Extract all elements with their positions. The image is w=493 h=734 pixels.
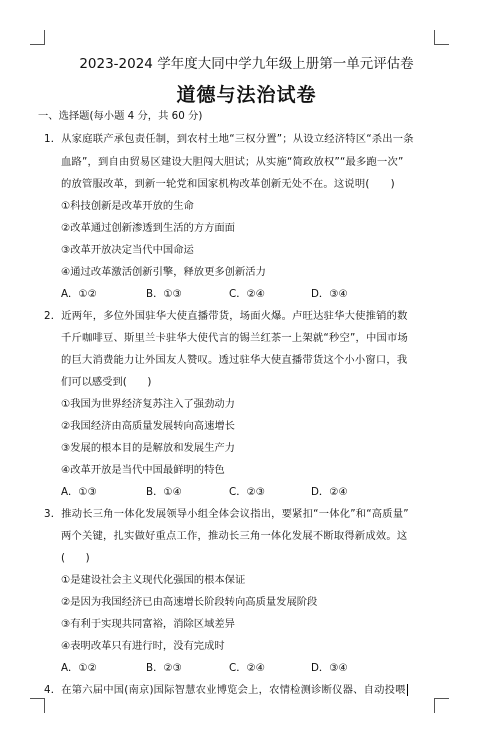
q2-item-4: ④改革开放是当代中国最鲜明的特色 [61,464,225,476]
q2-item-1: ①我国为世界经济复苏注入了强劲动力 [61,398,235,410]
section-heading: 一、选择题(每小题 4 分，共 60 分) [38,110,203,122]
q1-item-3: ③改革开放决定当代中国命运 [61,244,194,256]
q1-stem-line-1: 1．从家庭联产承包责任制，到农村土地“三权分置”；从设立经济特区“杀出一条 [44,133,414,145]
q1-item-2: ②改革通过创新渗透到生活的方方面面 [61,222,235,234]
q3-stem-line-1: 3．推动长三角一体化发展领导小组全体会议指出，要紧扣“一体化”和“高质量” [44,508,409,520]
q2-stem-line-2: 千斤咖啡豆、斯里兰卡驻华大使代言的锡兰红茶一上架就“秒空”，中国市场 [61,332,408,344]
q2-option-c[interactable]: C．②③ [229,486,265,498]
q2-item-3: ③发展的根本目的是解放和发展生产力 [61,442,235,454]
exam-title: 2023-2024 学年度大同中学九年级上册第一单元评估卷 [79,56,414,72]
subject-title: 道德与法治试卷 [176,84,317,106]
q2-option-b[interactable]: B．①④ [146,486,182,498]
q3-item-2: ②是因为我国经济已由高速增长阶段转向高质量发展阶段 [61,596,318,608]
q4-stem-text: 4．在第六届中国(南京)国际智慧农业博览会上，农情检测诊断仪器、自动投喂 [44,684,406,696]
q2-stem-line-4: 们可以感受到( ) [61,376,152,388]
q1-option-c[interactable]: C．②④ [229,288,265,300]
q1-option-d[interactable]: D．③④ [311,288,348,300]
q3-option-a[interactable]: A．①② [61,662,97,674]
q2-option-a[interactable]: A．①③ [61,486,97,498]
q1-item-1: ①科技创新是改革开放的生命 [61,200,194,212]
crop-mark-bottom-left [30,698,45,713]
crop-mark-top-left [30,30,45,45]
crop-mark-bottom-right [434,698,449,713]
q1-item-4: ④通过改革激活创新引擎，释放更多创新活力 [61,266,266,278]
crop-mark-top-right [434,30,449,45]
q3-item-3: ③有利于实现共同富裕，消除区域差异 [61,618,235,630]
q3-option-b[interactable]: B．②③ [146,662,182,674]
q2-stem-line-1: 2．近两年，多位外国驻华大使直播带货，场面火爆。卢旺达驻华大使推销的数 [44,310,408,322]
q2-item-2: ②我国经济由高质量发展转向高速增长 [61,420,235,432]
q4-stem-line-1 [44,683,408,697]
q3-option-d[interactable]: D．③④ [311,662,348,674]
q1-option-a[interactable]: A．①② [61,288,97,300]
q3-item-4: ④表明改革只有进行时，没有完成时 [61,640,225,652]
q2-stem-line-3: 的巨大消费能力让外国友人赞叹。透过驻华大使直播带货这个小小窗口，我 [61,354,408,366]
q2-option-d[interactable]: D．②④ [311,486,348,498]
q1-option-b[interactable]: B．①③ [146,288,182,300]
text-cursor [407,684,408,696]
q3-option-c[interactable]: C．②④ [229,662,265,674]
q1-stem-line-3: 的放管服改革，到新一轮党和国家机构改革创新无处不在。这说明( ) [61,178,395,190]
q1-stem-line-2: 血路”，到自由贸易区建设大胆闯大胆试；从实施“简政放权”“最多跑一次” [61,156,404,168]
q3-item-1: ①是建设社会主义现代化强国的根本保证 [61,574,246,586]
q3-stem-line-3: ( ) [61,552,90,564]
q3-stem-line-2: 两个关键，扎实做好重点工作，推动长三角一体化发展不断取得新成效。这 [61,530,408,542]
